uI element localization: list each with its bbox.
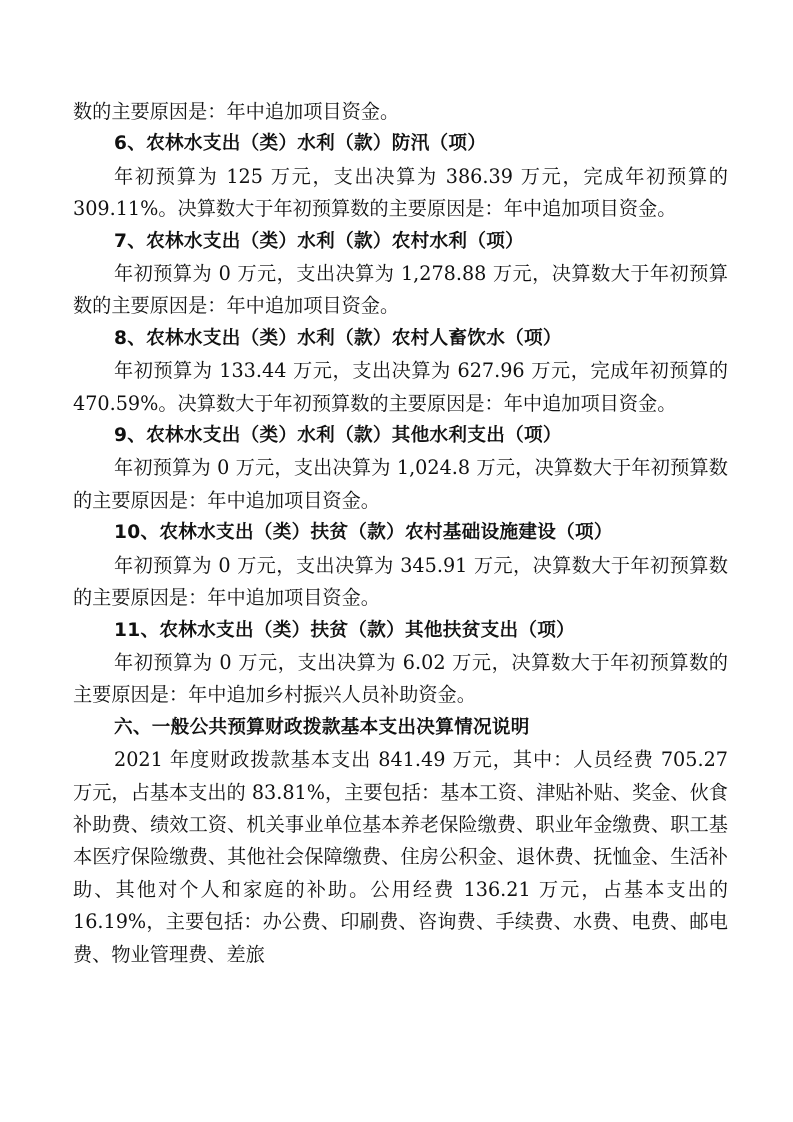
paragraph-item-6: 年初预算为 125 万元，支出决算为 386.39 万元，完成年初预算的 309.11%。决算数大于年初预算数的主要原因是：年中追加项目资金。 bbox=[73, 164, 728, 221]
heading-item-11: 11、农林水支出（类）扶贫（款）其他扶贫支出（项） bbox=[114, 619, 576, 641]
heading-item-8: 8、农林水支出（类）水利（款）农村人畜饮水（项） bbox=[114, 327, 562, 349]
paragraph-item-7: 年初预算为 0 万元，支出决算为 1,278.88 万元，决算数大于年初预算数的主要原因是：年中追加项目资金。 bbox=[73, 262, 728, 318]
heading-item-7: 7、农林水支出（类）水利（款）农村水利（项） bbox=[114, 230, 525, 252]
heading-item-10: 10、农林水支出（类）扶贫（款）农村基础设施建设（项） bbox=[114, 522, 613, 544]
heading-item-6: 6、农林水支出（类）水利（款）防汛（项） bbox=[114, 133, 487, 155]
document-page bbox=[73, 96, 728, 971]
paragraph-item-8: 年初预算为 133.44 万元，支出决算为 627.96 万元，完成年初预算的 470.59%。决算数大于年初预算数的主要原因是：年中追加项目资金。 bbox=[73, 359, 728, 415]
paragraph-item-11: 年初预算为 0 万元，支出决算为 6.02 万元，决算数大于年初预算数的主要原因是：年中追加乡村振兴人员补助资金。 bbox=[73, 650, 728, 707]
paragraph-section-six: 2021 年度财政拨款基本支出 841.49 万元，其中：人员经费 705.27 万元，占基本支出的 83.81%，主要包括：基本工资、津贴补贴、奖金、伙食补助费、绩效工资、机关事业单位基本养老保险缴费、职业年金缴费、职工基本医疗保险缴费、其他社会保障缴费、住房公积金、退休费、抚恤金、生活补助、其他对个人和家庭的补助。公用经费 136.21 万元，占基本支出的 16.19%，主要包括：办公费、印刷费、咨询费、手续费、水费、电费、邮电费、物业管理费、差旅 bbox=[73, 748, 728, 966]
paragraph-item-9: 年初预算为 0 万元，支出决算为 1,024.8 万元，决算数大于年初预算数的主要原因是：年中追加项目资金。 bbox=[73, 456, 728, 512]
paragraph-continued: 数的主要原因是：年中追加项目资金。 bbox=[73, 100, 400, 123]
paragraph-item-10: 年初预算为 0 万元，支出决算为 345.91 万元，决算数大于年初预算数的主要原因是：年中追加项目资金。 bbox=[73, 553, 728, 610]
heading-item-9: 9、农林水支出（类）水利（款）其他水利支出（项） bbox=[114, 425, 562, 447]
section-heading-six: 六、一般公共预算财政拨款基本支出决算情况说明 bbox=[114, 716, 530, 738]
